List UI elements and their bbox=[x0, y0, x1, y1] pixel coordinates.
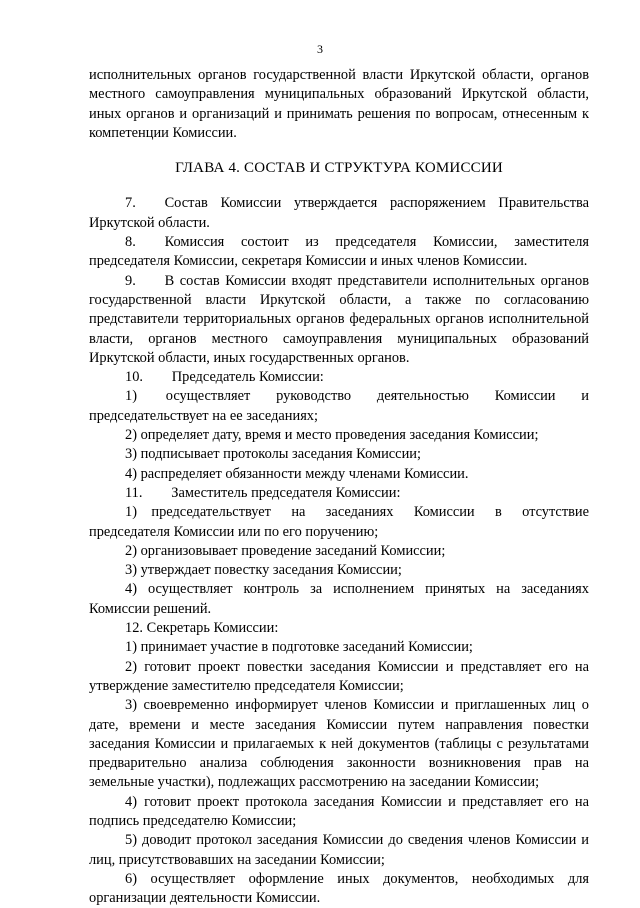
paragraph-11-item-3: 3) утверждает повестку заседания Комиссии; bbox=[125, 562, 402, 579]
paragraph-10-item-2: 2) определяет дату, время и место проведения заседания Комиссии; bbox=[125, 427, 539, 444]
paragraph-10-item-3: 3) подписывает протоколы заседания Комиссии; bbox=[125, 446, 421, 463]
chapter-title: ГЛАВА 4. СОСТАВ И СТРУКТУРА КОМИССИИ bbox=[175, 160, 503, 177]
paragraph-9: 9. В состав Комиссии входят представители исполнительных органов государственной власти Иркутской области, а также по согласованию представители территориальных органов федеральных органов исполнительной власти, органов местного самоуправления муниципальных образований Иркутской области, иных государственных органов. bbox=[89, 272, 589, 366]
paragraph-11-item-4: 4) осуществляет контроль за исполнением принятых на заседаниях Комиссии решений. bbox=[89, 581, 589, 617]
paragraph-12-item-2: 2) готовит проект повестки заседания Комиссии и представляет его на утверждение заместителю председателя Комиссии; bbox=[89, 658, 589, 694]
document-body bbox=[89, 66, 589, 908]
paragraph-10-item-4: 4) распределяет обязанности между членами Комиссии. bbox=[125, 465, 469, 482]
intro-paragraph: исполнительных органов государственной власти Иркутской области, органов местного самоуправления муниципальных образований Иркутской области, иных органов и организаций и принимать решения по вопросам, отнесенным к компетенции Комиссии. bbox=[89, 67, 589, 141]
paragraph-8: 8. Комиссия состоит из председателя Комиссии, заместителя председателя Комиссии, секретаря Комиссии и иных членов Комиссии. bbox=[89, 234, 589, 270]
paragraph-12-heading: 12. Секретарь Комиссии: bbox=[125, 620, 279, 637]
paragraph-11-item-1: 1) председательствует на заседаниях Комиссии в отсутствие председателя Комиссии или по его поручению; bbox=[89, 504, 589, 540]
paragraph-7: 7. Состав Комиссии утверждается распоряжением Правительства Иркутской области. bbox=[89, 195, 589, 231]
paragraph-12-item-3: 3) своевременно информирует членов Комиссии и приглашенных лиц о дате, времени и месте заседания Комиссии путем направления повестки заседания Комиссии и прилагаемых к ней документов (таблицы с результатами предварительно анализа соблюдения законности возникновения прав на земельные участки), подлежащих рассмотрению на заседании Комиссии; bbox=[89, 697, 589, 791]
paragraph-12-item-1: 1) принимает участие в подготовке заседаний Комиссии; bbox=[125, 639, 473, 656]
paragraph-12-item-5: 5) доводит протокол заседания Комиссии до сведения членов Комиссии и лиц, присутствовавших на заседании Комиссии; bbox=[89, 832, 589, 868]
page-number: 3 bbox=[317, 42, 323, 56]
paragraph-10-item-1: 1) осуществляет руководство деятельностью Комиссии и председательствует на ее заседаниях; bbox=[89, 388, 589, 424]
paragraph-12-item-6: 6) осуществляет оформление иных документов, необходимых для организации деятельности Комиссии. bbox=[89, 870, 589, 907]
paragraph-12-item-4: 4) готовит проект протокола заседания Комиссии и представляет его на подпись председателю Комиссии; bbox=[89, 793, 589, 829]
paragraph-11-item-2: 2) организовывает проведение заседаний Комиссии; bbox=[125, 542, 446, 559]
paragraph-11-heading: 11. Заместитель председателя Комиссии: bbox=[125, 484, 401, 501]
paragraph-10-heading: 10. Председатель Комиссии: bbox=[125, 369, 324, 386]
